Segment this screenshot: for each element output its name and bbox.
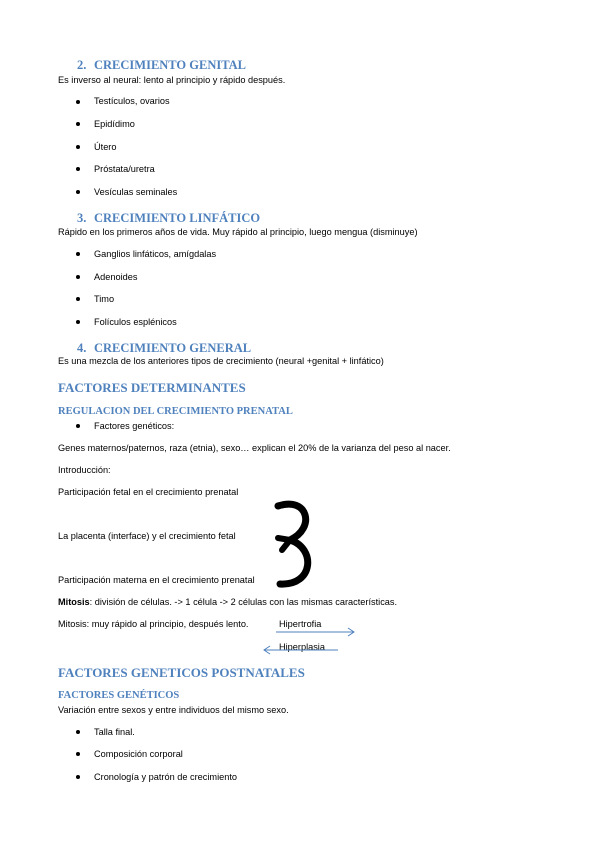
- bullet-dot: [76, 252, 80, 256]
- hipertrofia-label: Hipertrofia: [279, 619, 322, 629]
- section-intro: Variación entre sexos y entre individuos del mismo sexo.: [58, 705, 289, 715]
- bold-term: Mitosis: [58, 597, 90, 607]
- subsection-heading: FACTORES GENÉTICOS: [58, 690, 180, 701]
- list-item: Timo: [94, 294, 115, 304]
- bullet-dot: [76, 320, 80, 324]
- list-item: Epidídimo: [94, 119, 135, 129]
- section-intro: Es inverso al neural: lento al principio y rápido después.: [58, 75, 286, 85]
- paragraph: Mitosis: muy rápido al principio, después lento.: [58, 619, 249, 629]
- section-heading: CRECIMIENTO GENERAL: [94, 341, 252, 355]
- bullet-dot: [76, 122, 80, 126]
- paragraph: La placenta (interface) y el crecimiento fetal: [58, 531, 236, 541]
- left-arrow-icon: [262, 645, 340, 655]
- paragraph: Genes maternos/paternos, raza (etnia), sexo… explican el 20% de la varianza del peso al nacer.: [58, 443, 451, 453]
- list-item: Próstata/uretra: [94, 164, 155, 174]
- right-arrow-icon: [276, 627, 358, 637]
- subsection-heading: REGULACION DEL CRECIMIENTO PRENATAL: [58, 406, 293, 417]
- definition: : división de células. -> 1 célula -> 2 células con las mismas características.: [89, 597, 398, 607]
- paragraph: Participación materna en el crecimiento prenatal: [58, 575, 255, 585]
- list-item: Folículos esplénicos: [94, 317, 177, 327]
- paragraph: Introducción:: [58, 465, 111, 475]
- paragraph: [58, 597, 397, 607]
- section-heading: CRECIMIENTO GENITAL: [94, 58, 246, 72]
- list-item: Adenoides: [94, 272, 138, 282]
- bullet-dot: [76, 275, 80, 279]
- bullet-dot: [76, 730, 80, 734]
- list-item: Cronología y patrón de crecimiento: [94, 772, 237, 782]
- section-heading: FACTORES GENETICOS POSTNATALES: [58, 665, 305, 680]
- bullet-dot: [76, 752, 80, 756]
- bullet-dot: [76, 297, 80, 301]
- list-item: Útero: [94, 142, 117, 152]
- list-item: Vesículas seminales: [94, 187, 178, 197]
- heading-number: 4.: [77, 341, 87, 355]
- bullet-dot: [76, 775, 80, 779]
- bullet-dot: [76, 167, 80, 171]
- heading-number: 3.: [77, 211, 87, 225]
- list-item: Testículos, ovarios: [94, 96, 170, 106]
- list-item: Ganglios linfáticos, amígdalas: [94, 249, 217, 259]
- section-intro: Rápido en los primeros años de vida. Muy rápido al principio, luego mengua (disminuye): [58, 227, 418, 237]
- hiperplasia-label: Hiperplasia: [279, 642, 325, 652]
- list-item: Factores genéticos:: [94, 421, 175, 431]
- heading-number: 2.: [77, 58, 87, 72]
- bullet-dot: [76, 190, 80, 194]
- list-item: Composición corporal: [94, 749, 183, 759]
- section-heading: FACTORES DETERMINANTES: [58, 380, 246, 395]
- section-intro: Es una mezcla de los anteriores tipos de crecimiento (neural +genital + linfático): [58, 356, 384, 366]
- bullet-dot: [76, 100, 80, 104]
- curved-arrow-icon: [268, 498, 324, 590]
- paragraph: Participación fetal en el crecimiento prenatal: [58, 487, 239, 497]
- section-heading: CRECIMIENTO LINFÁTICO: [94, 211, 261, 225]
- list-item: Talla final.: [94, 727, 135, 737]
- bullet-dot: [76, 424, 80, 428]
- bullet-dot: [76, 145, 80, 149]
